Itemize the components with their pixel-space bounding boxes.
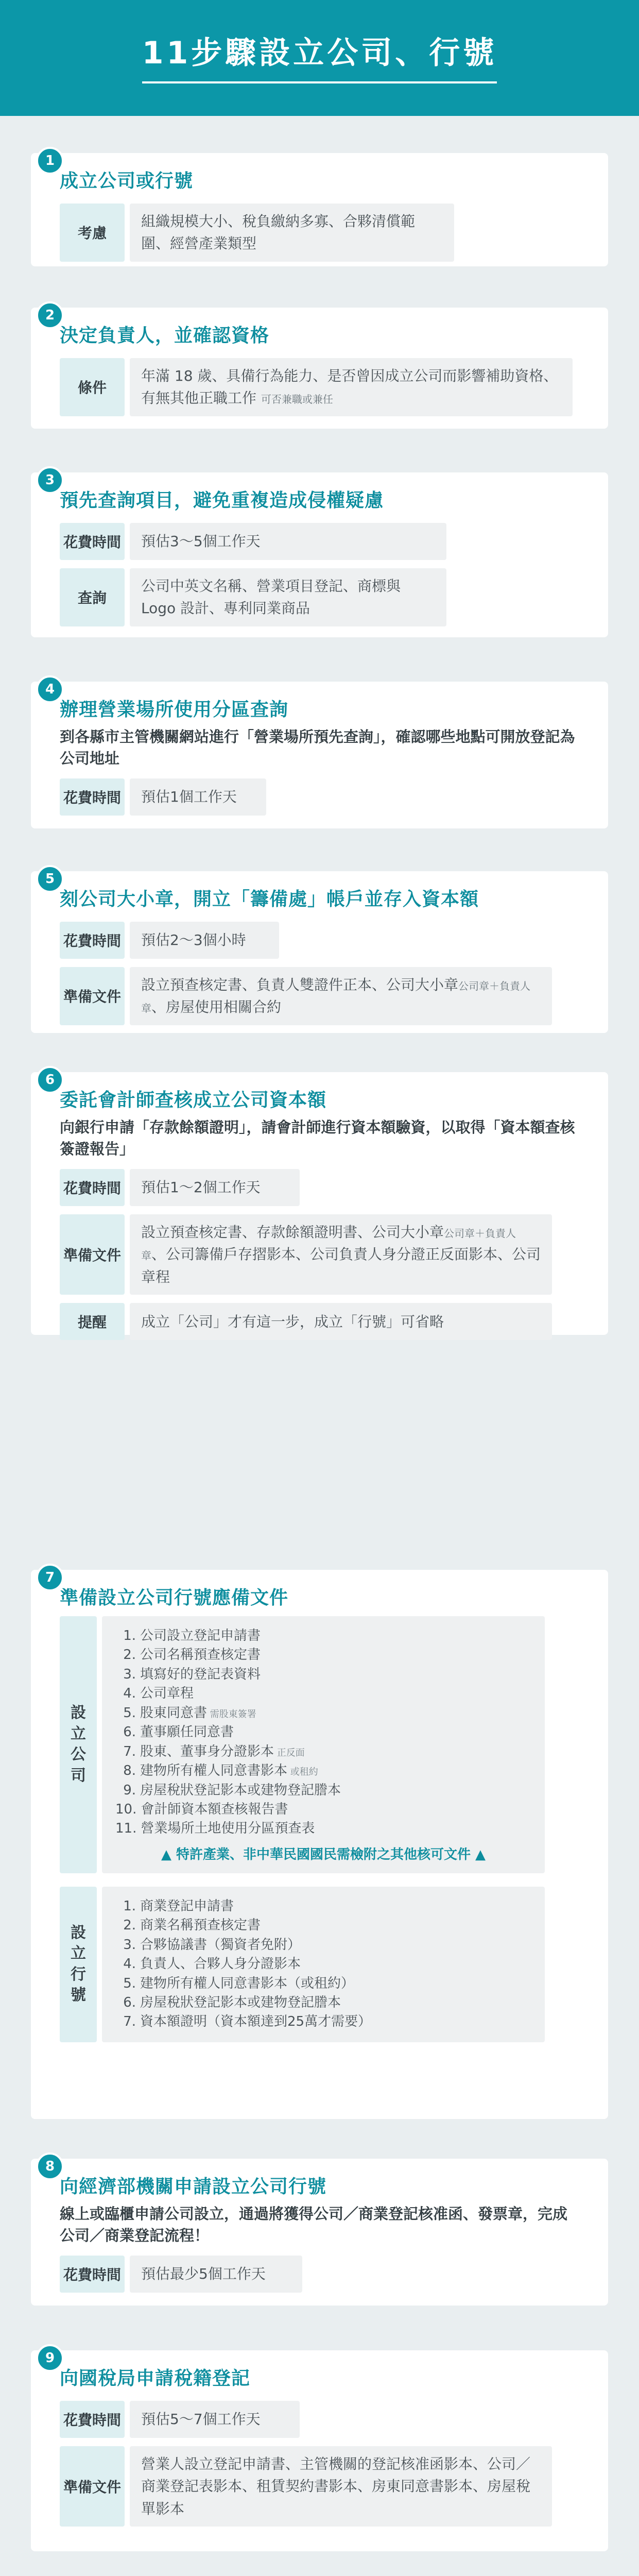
document-item-number: 10. xyxy=(115,1801,137,1817)
firm-docs-row xyxy=(60,1887,579,2042)
step-number-badge: 5 xyxy=(36,865,64,893)
document-item-number: 1. xyxy=(123,1628,136,1643)
document-item-text: 公司名稱預查核定書 xyxy=(140,1647,261,1663)
document-item xyxy=(115,1742,531,1761)
row-value-text: 設立預查核定書、負責人雙證件正本、公司大小章 xyxy=(141,976,459,993)
document-item-text: 填寫好的登記表資料 xyxy=(140,1666,261,1682)
document-item-number: 7. xyxy=(123,1743,136,1759)
row-value xyxy=(130,358,573,416)
info-row xyxy=(60,1169,579,1206)
row-value: 營業人設立登記申請書、主管機關的登記核准函影本、公司／商業登記表影本、租賃契約書影本、房東同意書影本、房屋稅單影本 xyxy=(130,2446,552,2527)
info-row xyxy=(60,2446,579,2527)
row-label: 花費時間 xyxy=(60,778,125,816)
row-label: 準備文件 xyxy=(60,967,125,1025)
document-item-text: 營業場所土地使用分區預查表 xyxy=(141,1821,315,1837)
company-docs-note: ▲ 特許產業、非中華民國國民需檢附之其他核可文件 ▲ xyxy=(161,1846,486,1862)
document-item-note: 或租約 xyxy=(287,1767,318,1778)
row-label: 花費時間 xyxy=(60,2256,125,2293)
document-item-number: 5. xyxy=(123,1705,136,1721)
document-item-text: 商業登記申請書 xyxy=(140,1898,234,1914)
document-item xyxy=(115,1723,531,1742)
document-item-number: 6. xyxy=(123,1724,136,1740)
document-item-text: 董事願任同意書 xyxy=(140,1724,234,1740)
info-row xyxy=(60,2401,579,2438)
document-item-number: 5. xyxy=(123,1975,136,1991)
row-value xyxy=(130,967,552,1025)
document-item-number: 4. xyxy=(123,1686,136,1702)
document-item xyxy=(115,1916,531,1935)
document-item xyxy=(115,1974,531,1993)
step-title: 成立公司或行號 xyxy=(60,171,194,192)
row-value: 預估3～5個工作天 xyxy=(130,523,446,560)
row-label: 查詢 xyxy=(60,568,125,626)
info-row xyxy=(60,778,579,816)
info-row xyxy=(60,523,579,560)
document-item-number: 2. xyxy=(123,1918,136,1934)
row-value: 公司中英文名稱、營業項目登記、商標與 Logo 設計、專利同業商品 xyxy=(130,568,446,626)
step-number-badge: 4 xyxy=(36,675,64,703)
step-number-badge: 2 xyxy=(36,301,64,329)
step-title: 刻公司大小章，開立「籌備處」帳戶並存入資本額 xyxy=(60,889,479,910)
document-item-number: 7. xyxy=(123,2014,136,2030)
row-value: 預估5～7個工作天 xyxy=(130,2401,300,2438)
company-docs-row xyxy=(60,1616,579,1873)
document-item xyxy=(115,1955,531,1974)
row-label: 花費時間 xyxy=(60,523,125,560)
step-description: 到各縣市主管機關網站進行「營業場所預先查詢」，確認哪些地點可開放登記為公司地址 xyxy=(60,728,575,768)
step-number-badge: 8 xyxy=(36,2153,64,2180)
row-value-text-cont: 、公司籌備戶存摺影本、公司負責人身分證正反面影本、公司章程 xyxy=(141,1246,541,1285)
step-2-card xyxy=(31,308,608,429)
page-title: 11步驟設立公司、行號 xyxy=(142,33,497,83)
firm-docs-label: 設立行號 xyxy=(60,1887,97,2042)
page-header xyxy=(0,0,639,116)
document-item-text: 公司設立登記申請書 xyxy=(140,1628,261,1643)
step-title: 預先查詢項目，避免重複造成侵權疑慮 xyxy=(60,490,384,511)
document-item xyxy=(115,1781,531,1800)
document-item-text: 資本額證明（資本額達到25萬才需要） xyxy=(140,2014,372,2030)
step-4-card xyxy=(31,682,608,828)
document-item-number: 1. xyxy=(123,1898,136,1914)
info-row xyxy=(60,967,579,1025)
document-item xyxy=(115,1646,531,1665)
step-3-card xyxy=(31,472,608,637)
document-item-number: 8. xyxy=(123,1763,136,1779)
row-label: 提醒 xyxy=(60,1303,125,1340)
row-value-text: 設立預查核定書、存款餘額證明書、公司大小章 xyxy=(141,1224,444,1241)
step-9-card xyxy=(31,2350,608,2551)
row-label: 花費時間 xyxy=(60,922,125,959)
row-label: 條件 xyxy=(60,358,125,416)
document-item-note: 正反面 xyxy=(274,1747,305,1758)
row-value: 預估最少5個工作天 xyxy=(130,2256,302,2293)
document-item-text: 股東、董事身分證影本 xyxy=(140,1743,274,1759)
firm-docs-box xyxy=(102,1887,545,2042)
step-number-badge: 9 xyxy=(36,2344,64,2372)
info-row xyxy=(60,1303,579,1340)
document-item-text: 房屋稅狀登記影本或建物登記謄本 xyxy=(140,1995,341,2010)
row-label: 花費時間 xyxy=(60,1169,125,1206)
step-title: 向國稅局申請稅籍登記 xyxy=(60,2368,251,2389)
row-value: 預估1個工作天 xyxy=(130,778,266,816)
step-1-card xyxy=(31,153,608,266)
row-label: 花費時間 xyxy=(60,2401,125,2438)
firm-docs-list xyxy=(115,1897,531,2032)
document-item-number: 6. xyxy=(123,1995,136,2010)
row-value: 預估1～2個工作天 xyxy=(130,1169,300,1206)
step-title: 決定負責人，並確認資格 xyxy=(60,325,270,346)
step-number-badge: 1 xyxy=(36,147,64,175)
info-row xyxy=(60,2256,579,2293)
info-row xyxy=(60,1214,579,1295)
document-item xyxy=(115,1897,531,1916)
document-item-text: 公司章程 xyxy=(140,1686,194,1702)
step-title: 委託會計師查核成立公司資本額 xyxy=(60,1090,327,1111)
row-value: 組織規模大小、稅負繳納多寡、合夥清償範圍、經營產業類型 xyxy=(130,204,454,262)
document-item xyxy=(115,1704,531,1723)
document-item-text: 會計師資本額查核報告書 xyxy=(141,1801,288,1817)
document-item xyxy=(115,2012,531,2031)
document-item-number: 4. xyxy=(123,1956,136,1972)
row-label: 考慮 xyxy=(60,204,125,262)
company-docs-label: 設立公司 xyxy=(60,1616,97,1873)
step-number-badge: 6 xyxy=(36,1066,64,1094)
document-item-number: 11. xyxy=(115,1821,137,1837)
document-item-text: 負責人、合夥人身分證影本 xyxy=(140,1956,301,1972)
step-description: 向銀行申請「存款餘額證明」，請會計師進行資本額驗資，以取得「資本額查核簽證報告」 xyxy=(60,1118,575,1158)
document-item xyxy=(115,1684,531,1703)
step-7-content xyxy=(31,1570,608,2119)
step-number-badge: 3 xyxy=(36,466,64,494)
row-value xyxy=(130,1214,552,1295)
step-title: 辦理營業場所使用分區查詢 xyxy=(60,699,289,720)
document-item-text: 建物所有權人同意書影本（或租約） xyxy=(140,1975,355,1991)
info-row xyxy=(60,922,579,959)
document-item-number: 3. xyxy=(123,1937,136,1953)
row-value: 預估2～3個小時 xyxy=(130,922,279,959)
document-item-number: 9. xyxy=(123,1782,136,1798)
document-item-text: 建物所有權人同意書影本 xyxy=(140,1763,288,1779)
step-title: 向經濟部機關申請設立公司行號 xyxy=(60,2176,327,2197)
row-value-note: 公司章＋負責人章 xyxy=(141,1227,516,1262)
step-number-badge: 7 xyxy=(36,1564,64,1591)
document-item xyxy=(115,1800,531,1819)
document-item-number: 2. xyxy=(123,1647,136,1663)
info-row xyxy=(60,568,579,626)
document-item xyxy=(115,1936,531,1955)
row-value-note: 可否兼職或兼任 xyxy=(261,393,333,406)
document-item-text: 房屋稅狀登記影本或建物登記謄本 xyxy=(140,1782,341,1798)
document-item xyxy=(115,1665,531,1684)
company-docs-box xyxy=(102,1616,545,1873)
document-item xyxy=(115,1626,531,1646)
document-item-text: 商業名稱預查核定書 xyxy=(140,1918,261,1934)
document-item xyxy=(115,1993,531,2012)
company-docs-list xyxy=(115,1626,531,1839)
row-value-text-cont: 、房屋使用相關合約 xyxy=(151,998,282,1016)
step-8-card xyxy=(31,2159,608,2306)
document-item-number: 3. xyxy=(123,1666,136,1682)
row-value-note: 公司章＋負責人章 xyxy=(141,980,531,1015)
step-5-card xyxy=(31,871,608,1033)
row-label: 準備文件 xyxy=(60,2446,125,2527)
step-description: 線上或臨櫃申請公司設立，通過將獲得公司／商業登記核准函、發票章，完成公司／商業登記流程！ xyxy=(60,2205,568,2245)
document-item xyxy=(115,1819,531,1838)
row-label: 準備文件 xyxy=(60,1214,125,1295)
row-value: 成立「公司」才有這一步，成立「行號」可省略 xyxy=(130,1303,552,1340)
document-item-text: 股東同意書 xyxy=(140,1705,208,1721)
info-row xyxy=(60,358,579,416)
step-title: 準備設立公司行號應備文件 xyxy=(60,1587,289,1608)
info-row xyxy=(60,204,579,262)
step-6-card xyxy=(31,1072,608,1335)
document-item-note: 需股東簽署 xyxy=(207,1708,256,1720)
row-value-text: 年滿 18 歲、具備行為能力、是否曾因成立公司而影響補助資格、有無其他正職工作 xyxy=(141,367,558,407)
document-item-text: 合夥協議書（獨資者免附） xyxy=(140,1937,301,1953)
document-item xyxy=(115,1761,531,1781)
